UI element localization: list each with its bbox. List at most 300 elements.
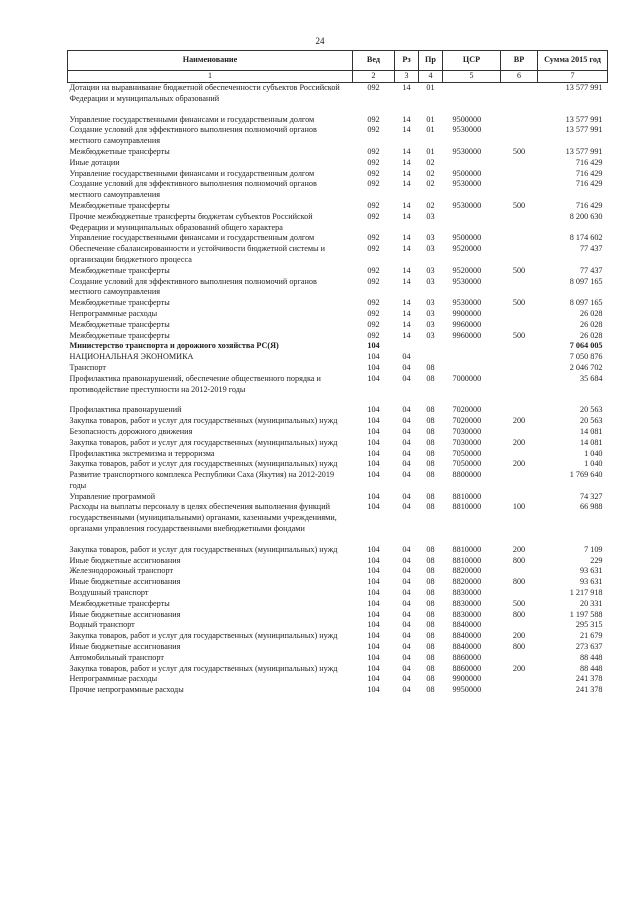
row-rz: 14 (402, 157, 411, 167)
row-csr: 8810000 (452, 502, 482, 512)
row-ved: 104 (367, 437, 380, 447)
row-vr: 500 (512, 200, 526, 210)
row-sum: 241 378 (575, 685, 603, 695)
row-sum: 14 081 (579, 426, 603, 436)
row-pr: 08 (426, 609, 435, 619)
column-number: 7 (538, 71, 608, 83)
row-ved: 104 (367, 352, 380, 362)
row-rz (395, 341, 419, 352)
row-csr: 9530000 (452, 179, 482, 189)
row-sum: 93 631 (579, 566, 603, 576)
row-name: Межбюджетные трансферты (69, 319, 170, 329)
row-rz: 14 (402, 330, 411, 340)
row-rz: 04 (402, 685, 411, 695)
row-pr: 08 (426, 685, 435, 695)
row-rz: 04 (402, 631, 411, 641)
row-ved: 092 (367, 233, 380, 243)
row-name: Прочие непрограммные расходы (69, 685, 184, 695)
row-vr: 500 (512, 265, 526, 275)
row-vr (501, 169, 538, 180)
column-number: 4 (419, 71, 443, 83)
header-name: Наименование (68, 51, 353, 71)
row-spacer (68, 105, 608, 115)
row-rz: 14 (402, 146, 411, 156)
row-csr (443, 363, 501, 374)
row-pr: 08 (426, 674, 435, 684)
table-row (68, 115, 608, 126)
row-vr (501, 363, 538, 374)
row-vr (501, 179, 538, 201)
table-row (68, 158, 608, 169)
row-rz: 04 (402, 448, 411, 458)
row-rz: 04 (402, 362, 411, 372)
row-csr: 8800000 (452, 470, 482, 480)
row-sum: 1 769 640 (569, 470, 603, 480)
row-rz: 04 (402, 352, 411, 362)
row-ved: 104 (367, 341, 380, 351)
row-sum: 20 331 (579, 598, 603, 608)
column-number: 1 (68, 71, 353, 83)
row-ved: 104 (367, 373, 380, 383)
row-vr: 200 (512, 416, 526, 426)
row-sum: 26 028 (579, 319, 603, 329)
row-vr (501, 405, 538, 416)
row-vr (501, 233, 538, 244)
row-csr: 8830000 (452, 588, 482, 598)
row-csr (443, 83, 501, 105)
row-name: Закупка товаров, работ и услуг для государственных (муниципальных) нужд (69, 437, 338, 447)
row-csr: 8810000 (452, 544, 482, 554)
row-vr (501, 374, 538, 396)
row-rz: 14 (402, 244, 411, 254)
table-row (68, 545, 608, 556)
row-sum: 77 437 (579, 244, 603, 254)
row-csr (443, 158, 501, 169)
row-pr: 02 (426, 157, 435, 167)
row-vr: 500 (512, 598, 526, 608)
row-pr: 08 (426, 416, 435, 426)
row-csr: 9900000 (452, 674, 482, 684)
row-sum: 20 563 (579, 405, 603, 415)
row-csr: 7030000 (452, 426, 482, 436)
row-sum: 716 429 (575, 168, 603, 178)
row-ved: 104 (367, 663, 380, 673)
row-ved: 104 (367, 631, 380, 641)
row-csr: 9500000 (452, 233, 482, 243)
row-name: Безопасность дорожного движения (69, 426, 193, 436)
row-name: Закупка товаров, работ и услуг для государственных (муниципальных) нужд (69, 663, 338, 673)
table-row (68, 556, 608, 567)
row-sum: 241 378 (575, 674, 603, 684)
row-rz: 04 (402, 459, 411, 469)
row-csr: 7020000 (452, 405, 482, 415)
spacer-cell (68, 105, 608, 115)
row-ved: 104 (367, 426, 380, 436)
row-sum: 2 046 702 (569, 362, 603, 372)
row-vr (501, 427, 538, 438)
table-row (68, 212, 608, 234)
row-pr: 08 (426, 459, 435, 469)
table-row (68, 341, 608, 352)
row-rz: 14 (402, 265, 411, 275)
row-rz: 04 (402, 652, 411, 662)
row-ved: 104 (367, 598, 380, 608)
table-header (68, 51, 608, 83)
row-name: Закупка товаров, работ и услуг для государственных (муниципальных) нужд (69, 416, 338, 426)
row-rz: 14 (402, 211, 411, 221)
row-vr: 500 (512, 146, 526, 156)
row-vr (501, 470, 538, 492)
table-row (68, 331, 608, 342)
row-pr: 03 (426, 211, 435, 221)
row-vr (501, 115, 538, 126)
row-name: Управление программой (69, 491, 156, 501)
row-pr: 08 (426, 491, 435, 501)
row-sum: 8 097 165 (569, 276, 603, 286)
row-rz: 04 (402, 416, 411, 426)
row-ved: 104 (367, 620, 380, 630)
row-pr: 03 (426, 265, 435, 275)
table-row (68, 685, 608, 696)
row-sum: 13 577 991 (565, 114, 603, 124)
row-rz: 14 (402, 168, 411, 178)
row-pr: 08 (426, 502, 435, 512)
table-row (68, 201, 608, 212)
row-vr: 200 (512, 631, 526, 641)
row-sum: 7 064 005 (569, 341, 603, 351)
table-row (68, 266, 608, 277)
row-rz: 04 (402, 502, 411, 512)
row-pr: 02 (426, 179, 435, 189)
row-ved: 104 (367, 470, 380, 480)
column-number: 2 (353, 71, 395, 83)
row-sum: 716 429 (575, 157, 603, 167)
row-ved: 092 (367, 265, 380, 275)
row-pr: 08 (426, 631, 435, 641)
row-spacer (68, 535, 608, 545)
header-vr: ВР (501, 51, 538, 71)
row-ved: 092 (367, 125, 380, 135)
row-ved: 104 (367, 491, 380, 501)
row-sum: 14 081 (579, 437, 603, 447)
row-csr: 9960000 (452, 319, 482, 329)
row-rz: 14 (402, 114, 411, 124)
row-name: Непрограммные расходы (69, 308, 158, 318)
row-csr: 8860000 (452, 663, 482, 673)
row-csr: 9900000 (452, 308, 482, 318)
table-row (68, 610, 608, 621)
row-pr (419, 352, 443, 363)
table-row (68, 298, 608, 309)
column-number: 6 (501, 71, 538, 83)
row-name: Управление государственными финансами и государственным долгом (69, 114, 315, 124)
row-csr: 9960000 (452, 330, 482, 340)
row-rz: 14 (402, 298, 411, 308)
row-sum: 35 684 (579, 373, 603, 383)
row-rz: 04 (402, 577, 411, 587)
row-name: Управление государственными финансами и государственным долгом (69, 168, 315, 178)
row-pr: 08 (426, 362, 435, 372)
row-csr: 8840000 (452, 631, 482, 641)
table-row (68, 438, 608, 449)
header-sum: Сумма 2015 год (538, 51, 608, 71)
row-vr (501, 674, 538, 685)
row-pr: 03 (426, 319, 435, 329)
row-name: Профилактика правонарушений, обеспечение общественного порядка и противодействие преступности на 2012-2019 годы (69, 373, 321, 394)
row-vr (501, 125, 538, 147)
row-rz: 14 (402, 276, 411, 286)
row-ved: 104 (367, 459, 380, 469)
row-sum: 8 097 165 (569, 298, 603, 308)
row-sum: 13 577 991 (565, 125, 603, 135)
header-csr: ЦСР (443, 51, 501, 71)
row-ved: 092 (367, 330, 380, 340)
row-csr (443, 212, 501, 234)
row-name: Профилактика экстремизма и терроризма (69, 448, 215, 458)
row-csr: 7000000 (452, 373, 482, 383)
table-row (68, 169, 608, 180)
row-name: Иные бюджетные ассигнования (69, 642, 181, 652)
row-vr: 200 (512, 437, 526, 447)
row-vr (501, 212, 538, 234)
row-ved: 104 (367, 362, 380, 372)
row-rz: 14 (402, 308, 411, 318)
table-row (68, 416, 608, 427)
row-ved: 104 (367, 555, 380, 565)
row-ved: 104 (367, 652, 380, 662)
table-row (68, 352, 608, 363)
table-row (68, 620, 608, 631)
row-name: Иные бюджетные ассигнования (69, 609, 181, 619)
row-vr: 200 (512, 544, 526, 554)
row-sum: 13 577 991 (565, 146, 603, 156)
row-csr (443, 341, 501, 352)
row-pr: 08 (426, 663, 435, 673)
row-ved: 092 (367, 146, 380, 156)
row-name: Прочие межбюджетные трансферты бюджетам субъектов Российской Федерации и муниципальных образований общего характера (69, 211, 313, 232)
row-name: Межбюджетные трансферты (69, 200, 170, 210)
row-csr: 8820000 (452, 577, 482, 587)
row-vr (501, 309, 538, 320)
row-csr: 9530000 (452, 200, 482, 210)
budget-table (67, 50, 608, 696)
row-vr (501, 566, 538, 577)
table-row (68, 566, 608, 577)
row-pr: 08 (426, 642, 435, 652)
row-rz: 14 (402, 125, 411, 135)
table-row (68, 244, 608, 266)
table-row (68, 599, 608, 610)
row-sum: 93 631 (579, 577, 603, 587)
row-rz: 14 (402, 233, 411, 243)
row-ved: 092 (367, 83, 380, 92)
row-vr (501, 341, 538, 352)
row-ved: 104 (367, 674, 380, 684)
row-name: Железнодорожный транспорт (69, 566, 174, 576)
row-ved: 104 (367, 448, 380, 458)
row-sum: 1 217 918 (569, 588, 603, 598)
row-pr: 03 (426, 276, 435, 286)
row-sum: 8 200 630 (569, 211, 603, 221)
row-csr: 9950000 (452, 685, 482, 695)
spacer-cell (68, 395, 608, 405)
row-pr: 08 (426, 448, 435, 458)
row-vr: 200 (512, 459, 526, 469)
table-row (68, 449, 608, 460)
row-sum: 26 028 (579, 308, 603, 318)
table-row (68, 309, 608, 320)
row-pr: 08 (426, 588, 435, 598)
row-pr: 08 (426, 566, 435, 576)
table-row (68, 83, 608, 105)
row-name: Создание условий для эффективного выполнения полномочий органов местного самоуправления (69, 125, 317, 146)
row-pr: 03 (426, 244, 435, 254)
table-row (68, 588, 608, 599)
row-sum: 77 437 (579, 265, 603, 275)
row-rz: 04 (402, 426, 411, 436)
row-rz: 04 (402, 566, 411, 576)
row-ved: 092 (367, 308, 380, 318)
row-sum: 7 109 (584, 544, 603, 554)
table-row (68, 125, 608, 147)
row-pr: 02 (426, 168, 435, 178)
row-rz: 04 (402, 620, 411, 630)
spacer-cell (68, 535, 608, 545)
page-number: 24 (315, 36, 325, 46)
row-rz: 04 (402, 609, 411, 619)
row-csr: 9500000 (452, 168, 482, 178)
row-name: Закупка товаров, работ и услуг для государственных (муниципальных) нужд (69, 459, 338, 469)
row-pr: 01 (426, 83, 435, 92)
row-name: Межбюджетные трансферты (69, 146, 170, 156)
row-vr: 500 (512, 298, 526, 308)
column-number: 5 (443, 71, 501, 83)
row-ved: 104 (367, 405, 380, 415)
row-name: НАЦИОНАЛЬНАЯ ЭКОНОМИКА (69, 352, 194, 362)
row-rz: 14 (402, 200, 411, 210)
row-pr: 02 (426, 200, 435, 210)
row-vr: 800 (512, 577, 526, 587)
row-rz: 04 (402, 663, 411, 673)
row-ved: 092 (367, 298, 380, 308)
row-pr: 01 (426, 125, 435, 135)
row-name: Министерство транспорта и дорожного хозяйства РС(Я) (69, 341, 279, 351)
row-vr: 800 (512, 555, 526, 565)
row-ved: 104 (367, 588, 380, 598)
row-csr: 8860000 (452, 652, 482, 662)
row-vr (501, 244, 538, 266)
row-name: Иные бюджетные ассигнования (69, 577, 181, 587)
row-csr: 7020000 (452, 416, 482, 426)
row-name: Развитие транспортного комплекса Республики Саха (Якутия) на 2012-2019 годы (69, 470, 335, 490)
row-rz: 04 (402, 544, 411, 554)
row-sum: 716 429 (575, 179, 603, 189)
row-pr: 08 (426, 470, 435, 480)
row-ved: 092 (367, 276, 380, 286)
row-csr: 7030000 (452, 437, 482, 447)
table-row (68, 320, 608, 331)
table-row (68, 405, 608, 416)
row-rz: 04 (402, 405, 411, 415)
table-row (68, 664, 608, 675)
row-rz: 04 (402, 470, 411, 480)
row-ved: 092 (367, 244, 380, 254)
row-pr: 03 (426, 330, 435, 340)
row-csr: 8810000 (452, 555, 482, 565)
row-vr: 800 (512, 642, 526, 652)
row-ved: 092 (367, 157, 380, 167)
row-name: Закупка товаров, работ и услуг для государственных (муниципальных) нужд (69, 631, 338, 641)
row-ved: 104 (367, 642, 380, 652)
row-vr (501, 158, 538, 169)
table-row (68, 363, 608, 374)
row-rz: 04 (402, 373, 411, 383)
row-pr: 08 (426, 577, 435, 587)
row-rz: 04 (402, 491, 411, 501)
row-vr (501, 653, 538, 664)
table-row (68, 179, 608, 201)
row-rz: 14 (402, 179, 411, 189)
row-sum: 8 174 602 (569, 233, 603, 243)
header-ved: Вед (353, 51, 395, 71)
row-vr (501, 620, 538, 631)
row-pr: 03 (426, 298, 435, 308)
row-vr (501, 449, 538, 460)
table-row (68, 492, 608, 503)
row-sum: 26 028 (579, 330, 603, 340)
row-rz: 14 (402, 83, 411, 92)
row-pr: 08 (426, 437, 435, 447)
row-pr: 03 (426, 308, 435, 318)
row-name: Профилактика правонарушений (69, 405, 182, 415)
row-sum: 1 040 (584, 459, 603, 469)
header-rz: Рз (395, 51, 419, 71)
row-ved: 092 (367, 168, 380, 178)
row-rz: 04 (402, 598, 411, 608)
row-pr: 01 (426, 114, 435, 124)
row-sum: 88 448 (579, 663, 603, 673)
row-csr: 7050000 (452, 448, 482, 458)
table-row (68, 577, 608, 588)
row-pr: 08 (426, 652, 435, 662)
row-name: Иные бюджетные ассигнования (69, 555, 181, 565)
row-name: Иные дотации (69, 157, 120, 167)
row-name: Транспорт (69, 362, 106, 372)
row-ved: 104 (367, 685, 380, 695)
row-ved: 092 (367, 211, 380, 221)
row-name: Непрограммные расходы (69, 674, 158, 684)
row-vr (501, 83, 538, 105)
header-pr: Пр (419, 51, 443, 71)
row-spacer (68, 395, 608, 405)
row-name: Создание условий для эффективного выполнения полномочий органов местного самоуправления (69, 179, 317, 200)
row-ved: 104 (367, 416, 380, 426)
table-row (68, 642, 608, 653)
table-row (68, 427, 608, 438)
row-sum: 229 (590, 555, 603, 565)
row-sum: 273 637 (575, 642, 603, 652)
table-row (68, 631, 608, 642)
row-ved: 092 (367, 114, 380, 124)
table-row (68, 233, 608, 244)
row-vr: 100 (512, 502, 526, 512)
row-vr (501, 277, 538, 299)
row-rz: 04 (402, 555, 411, 565)
row-csr (443, 352, 501, 363)
table-row (68, 674, 608, 685)
row-csr: 7050000 (452, 459, 482, 469)
table-row (68, 147, 608, 158)
